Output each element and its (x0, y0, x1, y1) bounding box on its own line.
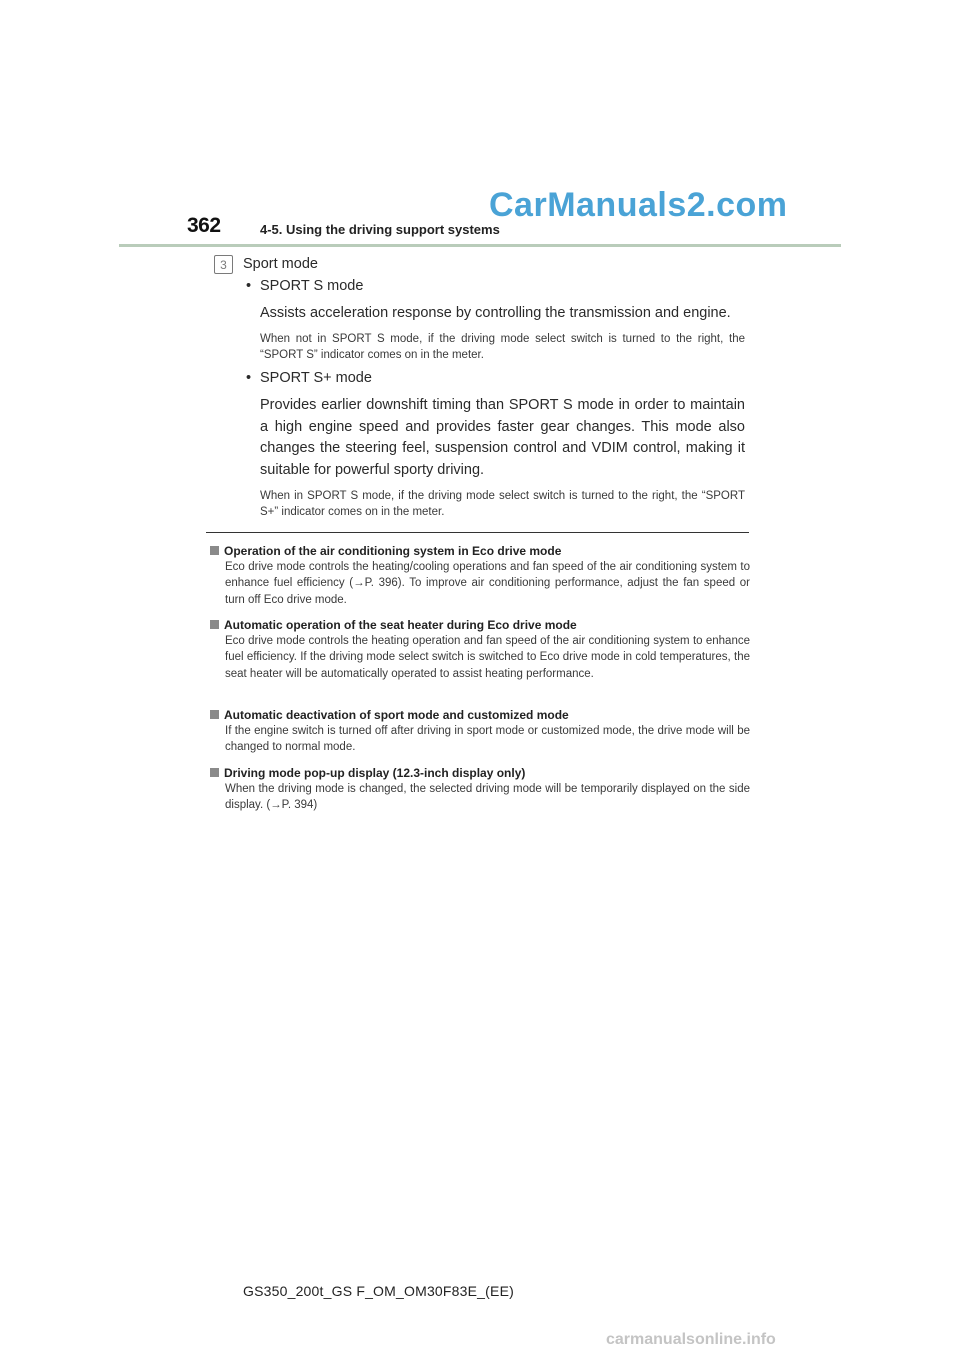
header-divider (119, 244, 841, 247)
mode-description-sport-s: Assists acceleration response by controlling the transmission and engine. (260, 305, 731, 321)
step-title: Sport mode (243, 256, 318, 272)
mode-description-sport-s-plus: Provides earlier downshift timing than SPORT S mode in order to maintain a high engine speed and provides faster gear changes. This mode also changes the steering feel, suspension control and VDIM control, making it suitable for powerful sporty driving. (260, 397, 745, 478)
mode-note-sport-s-plus: When in SPORT S mode, if the driving mode select switch is turned to the right, the “SPORT S+” indicator comes on in the meter. (260, 490, 745, 518)
section-divider (206, 532, 749, 533)
bullet-icon: • (246, 370, 252, 386)
note-heading: Driving mode pop-up display (12.3-inch display only) (224, 766, 526, 780)
step-number-badge: 3 (214, 255, 233, 274)
note-body: If the engine switch is turned off after driving in sport mode or customized mode, the drive mode will be changed to normal mode. (225, 725, 750, 754)
note-body: Eco drive mode controls the heating operation and fan speed of the air conditioning system to enhance fuel efficiency. If the driving mode select switch is switched to Eco drive mode in cold temperatures, the seat heater will be automatically operated to assist heating performance. (225, 635, 750, 680)
page-number: 362 (187, 214, 221, 237)
note-heading: Automatic operation of the seat heater during Eco drive mode (224, 618, 577, 632)
mode-label-sport-s-plus: SPORT S+ mode (260, 370, 372, 386)
note-eco-air-conditioning (210, 543, 750, 608)
note-heading: Operation of the air conditioning system in Eco drive mode (224, 544, 562, 558)
square-bullet-icon (210, 546, 219, 555)
bullet-icon: • (246, 278, 252, 294)
footer-document-code: GS350_200t_GS F_OM_OM30F83E_(EE) (243, 1283, 514, 1299)
note-body: When the driving mode is changed, the selected driving mode will be temporarily displayed on the side display. (→P. 394) (225, 783, 750, 812)
watermark-carmanuals2: CarManuals2.com (489, 186, 788, 224)
mode-note-sport-s: When not in SPORT S mode, if the driving mode select switch is turned to the right, the “SPORT S” indicator comes on in the meter. (260, 333, 745, 361)
square-bullet-icon (210, 768, 219, 777)
section-title: 4-5. Using the driving support systems (260, 222, 500, 237)
mode-label-sport-s: SPORT S mode (260, 278, 364, 294)
note-sport-mode-deactivation (210, 707, 750, 756)
square-bullet-icon (210, 620, 219, 629)
watermark-carmanualsonline: carmanualsonline.info (606, 1331, 776, 1348)
note-driving-mode-popup (210, 765, 750, 814)
note-eco-seat-heater (210, 617, 750, 682)
square-bullet-icon (210, 710, 219, 719)
note-heading: Automatic deactivation of sport mode and customized mode (224, 708, 569, 722)
note-body: Eco drive mode controls the heating/cooling operations and fan speed of the air conditioning system to enhance fuel efficiency (→P. 396). To improve air conditioning performance, adjust the fan speed or turn off Eco drive mode. (225, 561, 750, 606)
